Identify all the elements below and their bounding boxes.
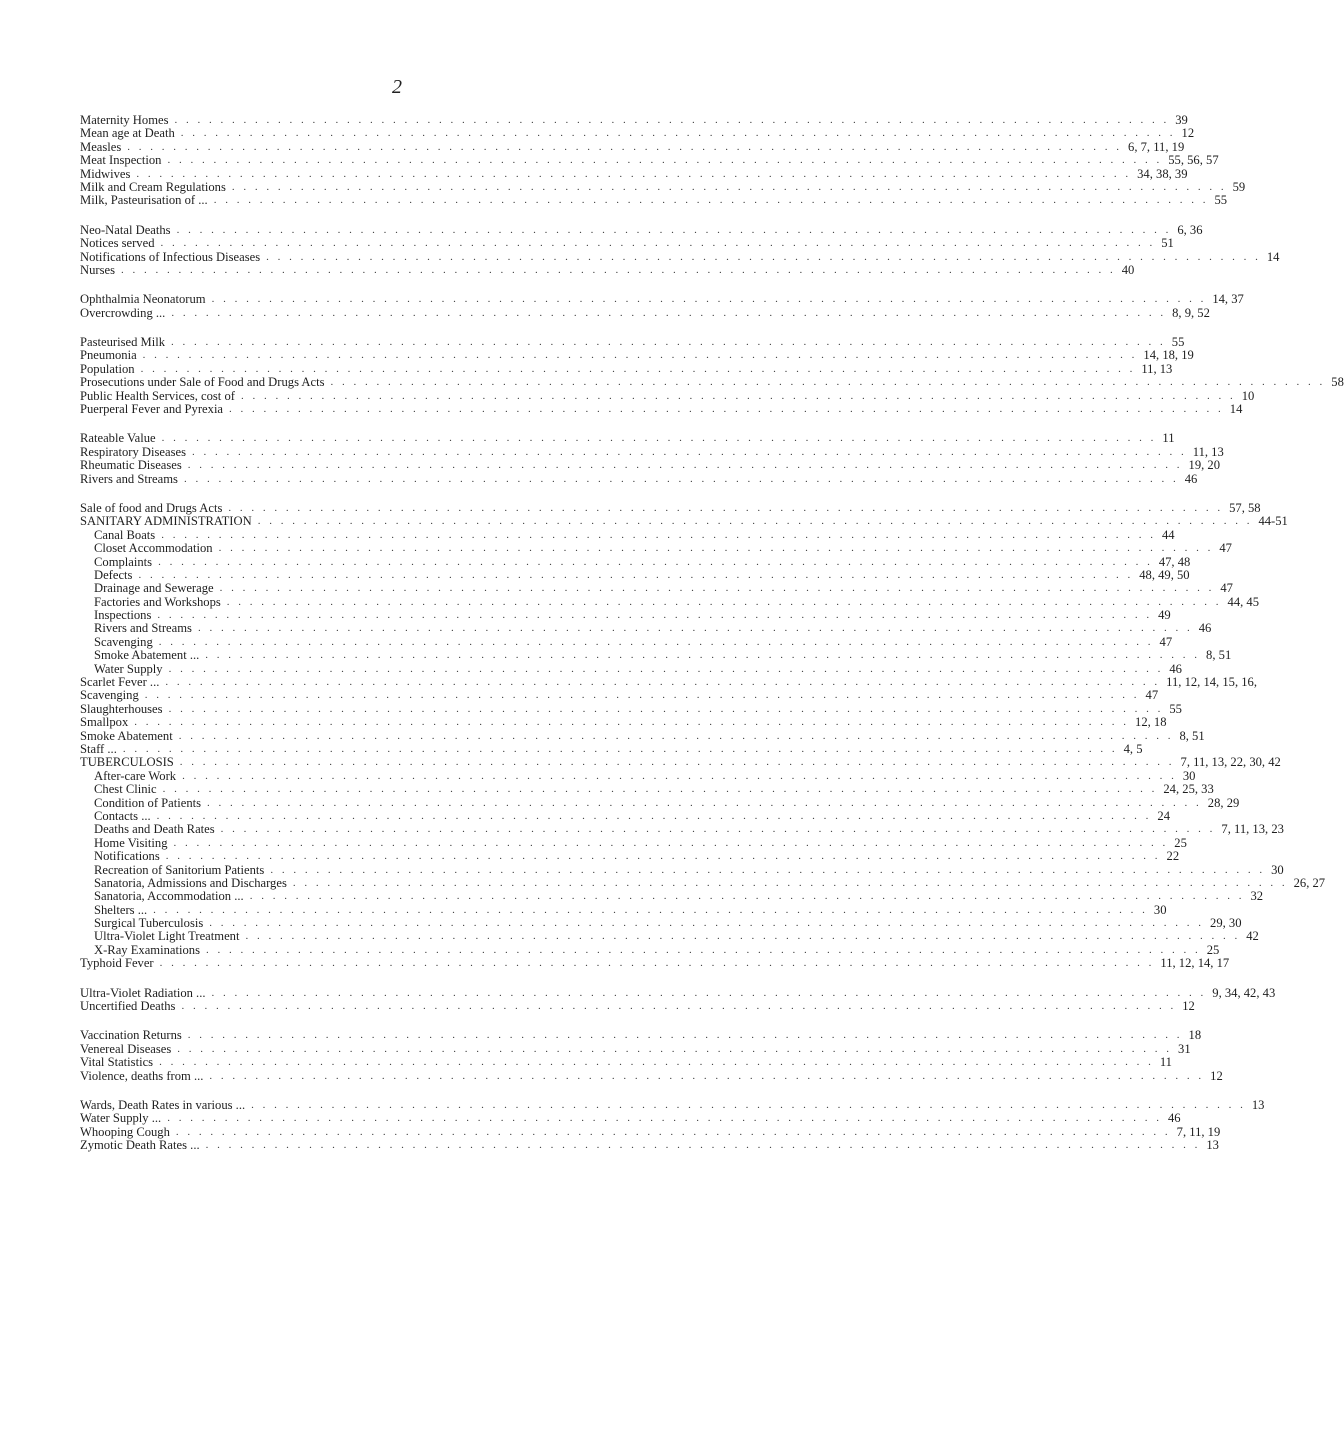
dot-leader: . . . . . . . . . . . . . . . . . . . . . . . . . . . . . . . . . . . . . . . . . . . . . . . . . . . . . . . . . . . . . . . . . . . . . . . . . . . . . . . . . . . . . . .: [177, 1042, 1173, 1055]
entry-pages: 4, 5: [1123, 742, 1143, 756]
entry-term: Surgical Tuberculosis: [94, 916, 204, 931]
entry-term: Deaths and Death Rates: [94, 822, 215, 837]
dot-leader: . . . . . . . . . . . . . . . . . . . . . . . . . . . . . . . . . . . . . . . . . . . . . . . . . . . . . . . . . . . . . . . . . . . . . . . . . . . . . . . . . . . . . . .: [159, 1056, 1154, 1069]
entry-pages: 8, 51: [1206, 648, 1232, 663]
index-entry: [80, 1124, 1221, 1139]
entry-pages: 47, 48: [1158, 554, 1191, 569]
dot-leader: . . . . . . . . . . . . . . . . . . . . . . . . . . . . . . . . . . . . . . . . . . . . . . . . . . . . . . . . . . . . . . . . . . . . . . . . . . . . . . . . . . . . . . .: [205, 649, 1201, 662]
dot-leader: . . . . . . . . . . . . . . . . . . . . . . . . . . . . . . . . . . . . . . . . . . . . . . . . . . . . . . . . . . . . . . . . . . . . . . . . . . . . . . . . . . . . . . .: [160, 237, 1156, 250]
entry-pages: 11: [1159, 1055, 1172, 1070]
entry-pages: 11, 12, 14, 17: [1160, 956, 1230, 971]
dot-leader: . . . . . . . . . . . . . . . . . . . . . . . . . . . . . . . . . . . . . . . . . . . . . . . . . . . . . . . . . . . . . . . . . . . . . . . . . . . . . . . . . . . . . . .: [266, 250, 1261, 263]
entry-term: Complaints: [94, 554, 153, 569]
entry-pages: 51: [1161, 236, 1174, 251]
index-subentry: [80, 567, 1190, 582]
dot-leader: . . . . . . . . . . . . . . . . . . . . . . . . . . . . . . . . . . . . . . . . . . . . . . . . . . . . . . . . . . . . . . . . . . . . . . . . . . . . . . . . . . . . . . .: [161, 528, 1156, 541]
entry-term: Chest Clinic: [94, 782, 157, 797]
index-entry: [80, 715, 1167, 730]
index-group: [80, 292, 1244, 320]
entry-pages: 31: [1178, 1041, 1191, 1056]
dot-leader: . . . . . . . . . . . . . . . . . . . . . . . . . . . . . . . . . . . . . . . . . . . . . . . . . . . . . . . . . . . . . . . . . . . . . . . . . . . . . . . . . . . . . . .: [167, 154, 1163, 167]
entry-pages: 10: [1241, 388, 1255, 403]
entry-pages: 59: [1232, 179, 1246, 194]
entry-pages: 12: [1210, 1068, 1223, 1083]
index-entry: [80, 193, 1228, 208]
dot-leader: . . . . . . . . . . . . . . . . . . . . . . . . . . . . . . . . . . . . . . . . . . . . . . . . . . . . . . . . . . . . . . . . . . . . . . . . . . . . . . . . . . . . . . .: [213, 194, 1209, 207]
index-subentry: [80, 541, 1232, 556]
index-entry: [80, 1068, 1223, 1083]
entry-pages: 46: [1167, 1111, 1181, 1126]
dot-leader: . . . . . . . . . . . . . . . . . . . . . . . . . . . . . . . . . . . . . . . . . . . . . . . . . . . . . . . . . . . . . . . . . . . . . . . . . . . . . . . . . . . . . . .: [140, 362, 1136, 375]
entry-term: Scarlet Fever ...: [80, 675, 160, 690]
dot-leader: . . . . . . . . . . . . . . . . . . . . . . . . . . . . . . . . . . . . . . . . . . . . . . . . . . . . . . . . . . . . . . . . . . . . . . . . . . . . . . . . . . . . . . .: [187, 1029, 1183, 1042]
entry-term: Scavenging: [80, 688, 139, 703]
entry-term: Smoke Abatement: [80, 728, 173, 743]
entry-term: Smoke Abatement ...: [94, 648, 200, 663]
entry-pages: 40: [1121, 262, 1135, 277]
entry-term: Scavenging: [94, 634, 153, 649]
index-group: [80, 1097, 1265, 1153]
dot-leader: . . . . . . . . . . . . . . . . . . . . . . . . . . . . . . . . . . . . . . . . . . . . . . . . . . . . . . . . . . . . . . . . . . . . . . . . . . . . . . . . . . . . . . .: [127, 140, 1123, 153]
entry-term: Canal Boats: [94, 527, 156, 542]
entry-term: Vital Statistics: [80, 1055, 154, 1070]
entry-pages: 22: [1166, 849, 1180, 864]
index-subentry: [80, 768, 1196, 783]
entry-term: Milk, Pasteurisation of ...: [80, 193, 208, 208]
entry-term: Ultra-Violet Light Treatment: [94, 929, 240, 944]
entry-term: Water Supply ...: [80, 1111, 162, 1126]
dot-leader: . . . . . . . . . . . . . . . . . . . . . . . . . . . . . . . . . . . . . . . . . . . . . . . . . . . . . . . . . . . . . . . . . . . . . . . . . . . . . . . . . . . . . . .: [249, 890, 1245, 903]
dot-leader: . . . . . . . . . . . . . . . . . . . . . . . . . . . . . . . . . . . . . . . . . . . . . . . . . . . . . . . . . . . . . . . . . . . . . . . . . . . . . . . . . . . . . . .: [207, 796, 1202, 809]
index-entry: [80, 999, 1195, 1014]
dot-leader: . . . . . . . . . . . . . . . . . . . . . . . . . . . . . . . . . . . . . . . . . . . . . . . . . . . . . . . . . . . . . . . . . . . . . . . . . . . . . . . . . . . . . . .: [161, 432, 1157, 445]
index-entry: [80, 755, 1281, 770]
entry-pages: 29, 30: [1210, 916, 1242, 931]
dot-leader: . . . . . . . . . . . . . . . . . . . . . . . . . . . . . . . . . . . . . . . . . . . . . . . . . . . . . . . . . . . . . . . . . . . . . . . . . . . . . . . . . . . . . . .: [179, 756, 1175, 769]
entry-pages: 49: [1158, 608, 1171, 623]
dot-leader: . . . . . . . . . . . . . . . . . . . . . . . . . . . . . . . . . . . . . . . . . . . . . . . . . . . . . . . . . . . . . . . . . . . . . . . . . . . . . . . . . . . . . . .: [171, 336, 1166, 349]
entry-pages: 44: [1161, 527, 1175, 542]
index-subentry: [80, 648, 1232, 663]
index-subentry: [80, 862, 1284, 877]
entry-pages: 47: [1219, 541, 1232, 556]
dot-leader: . . . . . . . . . . . . . . . . . . . . . . . . . . . . . . . . . . . . . . . . . . . . . . . . . . . . . . . . . . . . . . . . . . . . . . . . . . . . . . . . . . . . . . .: [205, 943, 1201, 956]
entry-pages: 46: [1184, 471, 1198, 486]
index-group: [80, 222, 1280, 278]
dot-leader: . . . . . . . . . . . . . . . . . . . . . . . . . . . . . . . . . . . . . . . . . . . . . . . . . . . . . . . . . . . . . . . . . . . . . . . . . . . . . . . . . . . . . . .: [218, 542, 1214, 555]
index-entry: [80, 1055, 1172, 1070]
index-group: [80, 500, 1326, 971]
dot-leader: . . . . . . . . . . . . . . . . . . . . . . . . . . . . . . . . . . . . . . . . . . . . . . . . . . . . . . . . . . . . . . . . . . . . . . . . . . . . . . . . . . . . . . .: [219, 582, 1215, 595]
index-entry: [80, 126, 1195, 141]
dot-leader: . . . . . . . . . . . . . . . . . . . . . . . . . . . . . . . . . . . . . . . . . . . . . . . . . . . . . . . . . . . . . . . . . . . . . . . . . . . . . . . . . . . . . . .: [181, 1000, 1177, 1013]
index-subentry: [80, 782, 1214, 797]
entry-pages: 44, 45: [1227, 594, 1260, 609]
index-group: [80, 335, 1344, 417]
index-entry: [80, 701, 1182, 716]
entry-pages: 24, 25, 33: [1163, 782, 1214, 797]
entry-term: X-Ray Examinations: [94, 942, 200, 957]
entry-term: Venereal Diseases: [80, 1041, 172, 1056]
entry-term: Pasteurised Milk: [80, 335, 166, 350]
index-entry: [80, 728, 1205, 743]
entry-term: Wards, Death Rates in various ...: [80, 1097, 246, 1112]
dot-leader: . . . . . . . . . . . . . . . . . . . . . . . . . . . . . . . . . . . . . . . . . . . . . . . . . . . . . . . . . . . . . . . . . . . . . . . . . . . . . . . . . . . . . . .: [211, 986, 1207, 999]
entry-pages: 11, 13: [1141, 361, 1173, 376]
entry-term: Overcrowding ...: [80, 305, 166, 320]
dot-leader: . . . . . . . . . . . . . . . . . . . . . . . . . . . . . . . . . . . . . . . . . . . . . . . . . . . . . . . . . . . . . . . . . . . . . . . . . . . . . . . . . . . . . . .: [182, 769, 1177, 782]
index-subentry: [80, 795, 1240, 810]
index-entry: [80, 262, 1135, 277]
entry-term: SANITARY ADMINISTRATION: [80, 514, 252, 529]
entry-pages: 46: [1169, 661, 1182, 676]
entry-term: Rateable Value: [80, 431, 156, 446]
entry-term: Neo-Natal Deaths: [80, 222, 171, 237]
entry-term: Recreation of Sanitorium Patients: [94, 862, 265, 877]
entry-term: Drainage and Sewerage: [94, 581, 214, 596]
dot-leader: . . . . . . . . . . . . . . . . . . . . . . . . . . . . . . . . . . . . . . . . . . . . . . . . . . . . . . . . . . . . . . . . . . . . . . . . . . . . . . . . . . . . . . .: [168, 662, 1164, 675]
entry-pages: 11: [1162, 431, 1175, 446]
index-entry: [80, 431, 1175, 446]
entry-pages: 7, 11, 13, 23: [1221, 822, 1284, 837]
entry-term: Closet Accommodation: [94, 541, 213, 556]
index-subentry: [80, 634, 1173, 649]
entry-term: Vaccination Returns: [80, 1028, 182, 1043]
index-entry: [80, 1097, 1265, 1112]
entry-term: Sale of food and Drugs Acts: [80, 500, 223, 515]
dot-leader: . . . . . . . . . . . . . . . . . . . . . . . . . . . . . . . . . . . . . . . . . . . . . . . . . . . . . . . . . . . . . . . . . . . . . . . . . . . . . . . . . . . . . . .: [292, 876, 1288, 889]
index-entry: [80, 1041, 1191, 1056]
index-subentry: [80, 621, 1212, 636]
index-subentry: [80, 849, 1180, 864]
entry-pages: 47: [1159, 634, 1173, 649]
index-entry: [80, 742, 1143, 756]
entry-term: Notifications of Infectious Diseases: [80, 249, 261, 264]
dot-leader: . . . . . . . . . . . . . . . . . . . . . . . . . . . . . . . . . . . . . . . . . . . . . . . . . . . . . . . . . . . . . . . . . . . . . . . . . . . . . . . . . . . . . . .: [162, 783, 1158, 796]
entry-pages: 57, 58: [1229, 500, 1261, 515]
dot-leader: . . . . . . . . . . . . . . . . . . . . . . . . . . . . . . . . . . . . . . . . . . . . . . . . . . . . . . . . . . . . . . . . . . . . . . . . . . . . . . . . . . . . . . .: [211, 293, 1207, 306]
entry-pages: 8, 9, 52: [1172, 305, 1210, 320]
entry-term: Staff ...: [80, 742, 117, 756]
dot-leader: . . . . . . . . . . . . . . . . . . . . . . . . . . . . . . . . . . . . . . . . . . . . . . . . . . . . . . . . . . . . . . . . . . . . . . . . . . . . . . . . . . . . . . .: [120, 263, 1116, 276]
index-entry: [80, 688, 1159, 703]
entry-term: Typhoid Fever: [80, 956, 154, 971]
dot-leader: . . . . . . . . . . . . . . . . . . . . . . . . . . . . . . . . . . . . . . . . . . . . . . . . . . . . . . . . . . . . . . . . . . . . . . . . . . . . . . . . . . . . . . .: [178, 729, 1174, 742]
entry-pages: 34, 38, 39: [1137, 166, 1188, 181]
index-subentry: [80, 889, 1264, 904]
dot-leader: . . . . . . . . . . . . . . . . . . . . . . . . . . . . . . . . . . . . . . . . . . . . . . . . . . . . . . . . . . . . . . . . . . . . . . . . . . . . . . . . . . . . . . .: [167, 1112, 1162, 1125]
entry-term: TUBERCULOSIS: [80, 755, 174, 770]
index-entry: [80, 139, 1185, 154]
dot-leader: . . . . . . . . . . . . . . . . . . . . . . . . . . . . . . . . . . . . . . . . . . . . . . . . . . . . . . . . . . . . . . . . . . . . . . . . . . . . . . . . . . . . . . .: [257, 515, 1253, 528]
entry-term: Milk and Cream Regulations: [80, 179, 226, 194]
dot-leader: . . . . . . . . . . . . . . . . . . . . . . . . . . . . . . . . . . . . . . . . . . . . . . . . . . . . . . . . . . . . . . . . . . . . . . . . . . . . . . . . . . . . . . .: [134, 716, 1130, 729]
dot-leader: . . . . . . . . . . . . . . . . . . . . . . . . . . . . . . . . . . . . . . . . . . . . . . . . . . . . . . . . . . . . . . . . . . . . . . . . . . . . . . . . . . . . . . .: [245, 930, 1241, 943]
subject-index: [80, 112, 1344, 1169]
entry-pages: 13: [1206, 1138, 1219, 1153]
dot-leader: . . . . . . . . . . . . . . . . . . . . . . . . . . . . . . . . . . . . . . . . . . . . . . . . . . . . . . . . . . . . . . . . . . . . . . . . . . . . . . . . . . . . . . .: [330, 376, 1326, 389]
dot-leader: . . . . . . . . . . . . . . . . . . . . . . . . . . . . . . . . . . . . . . . . . . . . . . . . . . . . . . . . . . . . . . . . . . . . . . . . . . . . . . . . . . . . . . .: [165, 676, 1161, 689]
index-entry: [80, 375, 1344, 390]
index-entry: [80, 305, 1210, 320]
entry-term: Condition of Patients: [94, 795, 202, 810]
entry-term: Water Supply: [94, 661, 163, 676]
entry-term: Contacts ...: [94, 808, 151, 823]
dot-leader: . . . . . . . . . . . . . . . . . . . . . . . . . . . . . . . . . . . . . . . . . . . . . . . . . . . . . . . . . . . . . . . . . . . . . . . . . . . . . . . . . . . . . . .: [144, 689, 1140, 702]
entry-pages: 14, 37: [1212, 292, 1244, 307]
entry-pages: 11, 12, 14, 15, 16,: [1166, 675, 1257, 690]
dot-leader: . . . . . . . . . . . . . . . . . . . . . . . . . . . . . . . . . . . . . . . . . . . . . . . . . . . . . . . . . . . . . . . . . . . . . . . . . . . . . . . . . . . . . . .: [165, 850, 1161, 863]
entry-term: Meat Inspection: [80, 153, 162, 168]
entry-pages: 47: [1220, 581, 1233, 596]
dot-leader: . . . . . . . . . . . . . . . . . . . . . . . . . . . . . . . . . . . . . . . . . . . . . . . . . . . . . . . . . . . . . . . . . . . . . . . . . . . . . . . . . . . . . . .: [171, 306, 1167, 319]
entry-term: After-care Work: [94, 768, 177, 783]
dot-leader: . . . . . . . . . . . . . . . . . . . . . . . . . . . . . . . . . . . . . . . . . . . . . . . . . . . . . . . . . . . . . . . . . . . . . . . . . . . . . . . . . . . . . . .: [209, 1069, 1205, 1082]
entry-term: Maternity Homes: [80, 112, 169, 127]
dot-leader: . . . . . . . . . . . . . . . . . . . . . . . . . . . . . . . . . . . . . . . . . . . . . . . . . . . . . . . . . . . . . . . . . . . . . . . . . . . . . . . . . . . . . . .: [231, 180, 1227, 193]
index-subentry: [80, 822, 1284, 837]
index-entry: [80, 471, 1198, 486]
index-subentry: [80, 916, 1242, 931]
dot-leader: . . . . . . . . . . . . . . . . . . . . . . . . . . . . . . . . . . . . . . . . . . . . . . . . . . . . . . . . . . . . . . . . . . . . . . . . . . . . . . . . . . . . . . .: [142, 349, 1138, 362]
entry-term: Population: [80, 361, 135, 376]
entry-term: Measles: [80, 139, 122, 154]
dot-leader: . . . . . . . . . . . . . . . . . . . . . . . . . . . . . . . . . . . . . . . . . . . . . . . . . . . . . . . . . . . . . . . . . . . . . . . . . . . . . . . . . . . . . . .: [229, 403, 1224, 416]
dot-leader: . . . . . . . . . . . . . . . . . . . . . . . . . . . . . . . . . . . . . . . . . . . . . . . . . . . . . . . . . . . . . . . . . . . . . . . . . . . . . . . . . . . . . . .: [240, 389, 1236, 402]
index-group: [80, 1028, 1223, 1083]
index-entry: [80, 292, 1244, 307]
entry-term: Home Visiting: [94, 835, 168, 850]
index-entry: [80, 236, 1174, 251]
entry-term: Notices served: [80, 236, 155, 251]
entry-term: Prosecutions under Sale of Food and Drugs Acts: [80, 375, 325, 390]
dot-leader: . . . . . . . . . . . . . . . . . . . . . . . . . . . . . . . . . . . . . . . . . . . . . . . . . . . . . . . . . . . . . . . . . . . . . . . . . . . . . . . . . . . . . . .: [159, 957, 1155, 970]
index-entry: [80, 1111, 1181, 1126]
index-entry: [80, 112, 1188, 127]
entry-pages: 13: [1251, 1097, 1265, 1112]
entry-pages: 30: [1271, 862, 1284, 877]
index-entry: [80, 153, 1219, 168]
index-subentry: [80, 875, 1326, 890]
dot-leader: . . . . . . . . . . . . . . . . . . . . . . . . . . . . . . . . . . . . . . . . . . . . . . . . . . . . . . . . . . . . . . . . . . . . . . . . . . . . . . . . . . . . . . .: [156, 809, 1152, 822]
entry-pages: 47: [1145, 688, 1159, 703]
index-subentry: [80, 902, 1167, 917]
index-entry: [80, 222, 1203, 237]
dot-leader: . . . . . . . . . . . . . . . . . . . . . . . . . . . . . . . . . . . . . . . . . . . . . . . . . . . . . . . . . . . . . . . . . . . . . . . . . . . . . . . . . . . . . . .: [191, 445, 1187, 458]
entry-pages: 24: [1157, 808, 1171, 823]
entry-term: Respiratory Diseases: [80, 444, 186, 459]
entry-term: Slaughterhouses: [80, 701, 163, 716]
dot-leader: . . . . . . . . . . . . . . . . . . . . . . . . . . . . . . . . . . . . . . . . . . . . . . . . . . . . . . . . . . . . . . . . . . . . . . . . . . . . . . . . . . . . . . .: [183, 472, 1179, 485]
index-entry: [80, 1028, 1202, 1043]
entry-pages: 55: [1214, 193, 1228, 208]
entry-term: Pneumonia: [80, 348, 137, 363]
entry-pages: 26, 27: [1293, 875, 1326, 890]
index-entry: [80, 335, 1185, 350]
entry-term: Sanatoria, Admissions and Discharges: [94, 875, 287, 890]
index-group: [80, 985, 1276, 1014]
index-entry: [80, 514, 1288, 529]
entry-term: Nurses: [80, 262, 115, 277]
dot-leader: . . . . . . . . . . . . . . . . . . . . . . . . . . . . . . . . . . . . . . . . . . . . . . . . . . . . . . . . . . . . . . . . . . . . . . . . . . . . . . . . . . . . . . .: [158, 635, 1154, 648]
entry-term: Inspections: [94, 608, 152, 623]
entry-pages: 14, 18, 19: [1143, 348, 1194, 363]
entry-term: Rivers and Streams: [80, 471, 178, 486]
index-subentry: [80, 527, 1175, 542]
entry-term: Public Health Services, cost of: [80, 388, 235, 403]
index-group: [80, 112, 1246, 208]
dot-leader: . . . . . . . . . . . . . . . . . . . . . . . . . . . . . . . . . . . . . . . . . . . . . . . . . . . . . . . . . . . . . . . . . . . . . . . . . . . . . . . . . . . . . . .: [270, 863, 1266, 876]
index-entry: [80, 249, 1280, 264]
dot-leader: . . . . . . . . . . . . . . . . . . . . . . . . . . . . . . . . . . . . . . . . . . . . . . . . . . . . . . . . . . . . . . . . . . . . . . . . . . . . . . . . . . . . . . .: [220, 823, 1216, 836]
dot-leader: . . . . . . . . . . . . . . . . . . . . . . . . . . . . . . . . . . . . . . . . . . . . . . . . . . . . . . . . . . . . . . . . . . . . . . . . . . . . . . . . . . . . . . .: [176, 223, 1172, 236]
index-entry: [80, 348, 1194, 363]
dot-leader: . . . . . . . . . . . . . . . . . . . . . . . . . . . . . . . . . . . . . . . . . . . . . . . . . . . . . . . . . . . . . . . . . . . . . . . . . . . . . . . . . . . . . . .: [157, 609, 1153, 622]
dot-leader: . . . . . . . . . . . . . . . . . . . . . . . . . . . . . . . . . . . . . . . . . . . . . . . . . . . . . . . . . . . . . . . . . . . . . . . . . . . . . . . . . . . . . . .: [136, 167, 1132, 180]
index-subentry: [80, 661, 1182, 676]
dot-leader: . . . . . . . . . . . . . . . . . . . . . . . . . . . . . . . . . . . . . . . . . . . . . . . . . . . . . . . . . . . . . . . . . . . . . . . . . . . . . . . . . . . . . . .: [153, 903, 1148, 916]
entry-pages: 18: [1188, 1028, 1202, 1043]
dot-leader: . . . . . . . . . . . . . . . . . . . . . . . . . . . . . . . . . . . . . . . . . . . . . . . . . . . . . . . . . . . . . . . . . . . . . . . . . . . . . . . . . . . . . . .: [158, 555, 1153, 568]
entry-pages: 46: [1198, 621, 1212, 636]
entry-pages: 9, 34, 42, 43: [1212, 985, 1276, 1000]
index-entry: [80, 361, 1173, 376]
entry-term: Uncertified Deaths: [80, 999, 176, 1014]
dot-leader: . . . . . . . . . . . . . . . . . . . . . . . . . . . . . . . . . . . . . . . . . . . . . . . . . . . . . . . . . . . . . . . . . . . . . . . . . . . . . . . . . . . . . . .: [180, 127, 1176, 140]
entry-pages: 55: [1169, 701, 1182, 716]
dot-leader: . . . . . . . . . . . . . . . . . . . . . . . . . . . . . . . . . . . . . . . . . . . . . . . . . . . . . . . . . . . . . . . . . . . . . . . . . . . . . . . . . . . . . . .: [187, 459, 1183, 472]
entry-pages: 14: [1266, 249, 1280, 264]
entry-pages: 11, 13: [1192, 444, 1224, 459]
entry-pages: 32: [1250, 889, 1264, 904]
entry-term: Ultra-Violet Radiation ...: [80, 985, 206, 1000]
entry-pages: 25: [1206, 942, 1220, 957]
entry-term: Defects: [94, 567, 133, 582]
entry-pages: 48, 49, 50: [1139, 567, 1190, 582]
entry-pages: 55, 56, 57: [1168, 153, 1219, 168]
entry-term: Notifications: [94, 849, 160, 864]
index-subentry: [80, 594, 1260, 609]
entry-term: Mean age at Death: [80, 126, 175, 141]
dot-leader: . . . . . . . . . . . . . . . . . . . . . . . . . . . . . . . . . . . . . . . . . . . . . . . . . . . . . . . . . . . . . . . . . . . . . . . . . . . . . . . . . . . . . . .: [173, 836, 1169, 849]
entry-pages: 28, 29: [1207, 795, 1240, 810]
index-entry: [80, 402, 1243, 417]
entry-term: Zymotic Death Rates ...: [80, 1138, 200, 1153]
dot-leader: . . . . . . . . . . . . . . . . . . . . . . . . . . . . . . . . . . . . . . . . . . . . . . . . . . . . . . . . . . . . . . . . . . . . . . . . . . . . . . . . . . . . . . .: [209, 917, 1205, 930]
entry-term: Rivers and Streams: [94, 621, 192, 636]
entry-term: Factories and Workshops: [94, 594, 221, 609]
index-subentry: [80, 581, 1233, 596]
entry-pages: 19, 20: [1188, 458, 1221, 473]
index-entry: [80, 444, 1224, 459]
index-subentry: [80, 808, 1171, 823]
index-entry: [80, 675, 1257, 690]
entry-pages: 12: [1182, 999, 1195, 1014]
dot-leader: . . . . . . . . . . . . . . . . . . . . . . . . . . . . . . . . . . . . . . . . . . . . . . . . . . . . . . . . . . . . . . . . . . . . . . . . . . . . . . . . . . . . . . .: [122, 743, 1118, 755]
index-entry: [80, 458, 1221, 473]
entry-pages: 25: [1174, 835, 1187, 850]
entry-pages: 39: [1175, 112, 1188, 127]
dot-leader: . . . . . . . . . . . . . . . . . . . . . . . . . . . . . . . . . . . . . . . . . . . . . . . . . . . . . . . . . . . . . . . . . . . . . . . . . . . . . . . . . . . . . . .: [175, 1125, 1171, 1138]
dot-leader: . . . . . . . . . . . . . . . . . . . . . . . . . . . . . . . . . . . . . . . . . . . . . . . . . . . . . . . . . . . . . . . . . . . . . . . . . . . . . . . . . . . . . . .: [174, 113, 1170, 126]
entry-pages: 8, 51: [1179, 728, 1205, 743]
dot-leader: . . . . . . . . . . . . . . . . . . . . . . . . . . . . . . . . . . . . . . . . . . . . . . . . . . . . . . . . . . . . . . . . . . . . . . . . . . . . . . . . . . . . . . .: [226, 595, 1222, 608]
index-entry: [80, 388, 1255, 403]
entry-pages: 12: [1181, 126, 1195, 141]
entry-term: Violence, deaths from ...: [80, 1068, 204, 1083]
index-entry: [80, 166, 1188, 181]
index-entry: [80, 1138, 1219, 1153]
index-subentry: [80, 835, 1187, 850]
index-entry: [80, 956, 1230, 971]
entry-term: Smallpox: [80, 715, 129, 730]
entry-pages: 55: [1171, 335, 1185, 350]
entry-pages: 7, 11, 19: [1176, 1124, 1221, 1139]
index-subentry: [80, 929, 1259, 944]
index-entry: [80, 985, 1276, 1000]
entry-term: Sanatoria, Accommodation ...: [94, 889, 244, 904]
entry-pages: 6, 36: [1177, 222, 1203, 237]
index-subentry: [80, 942, 1220, 957]
index-group: [80, 431, 1224, 486]
entry-pages: 7, 11, 13, 22, 30, 42: [1180, 755, 1281, 770]
index-entry: [80, 500, 1261, 515]
entry-term: Whooping Cough: [80, 1124, 170, 1139]
entry-pages: 42: [1246, 929, 1259, 944]
entry-term: Midwives: [80, 166, 131, 181]
entry-pages: 6, 7, 11, 19: [1128, 139, 1185, 154]
index-subentry: [80, 608, 1171, 623]
entry-pages: 30: [1182, 768, 1196, 783]
dot-leader: . . . . . . . . . . . . . . . . . . . . . . . . . . . . . . . . . . . . . . . . . . . . . . . . . . . . . . . . . . . . . . . . . . . . . . . . . . . . . . . . . . . . . . .: [228, 501, 1224, 514]
dot-leader: . . . . . . . . . . . . . . . . . . . . . . . . . . . . . . . . . . . . . . . . . . . . . . . . . . . . . . . . . . . . . . . . . . . . . . . . . . . . . . . . . . . . . . .: [205, 1139, 1201, 1152]
entry-term: Rheumatic Diseases: [80, 458, 182, 473]
dot-leader: . . . . . . . . . . . . . . . . . . . . . . . . . . . . . . . . . . . . . . . . . . . . . . . . . . . . . . . . . . . . . . . . . . . . . . . . . . . . . . . . . . . . . . .: [197, 622, 1193, 635]
page-number: 2: [392, 76, 402, 98]
dot-leader: . . . . . . . . . . . . . . . . . . . . . . . . . . . . . . . . . . . . . . . . . . . . . . . . . . . . . . . . . . . . . . . . . . . . . . . . . . . . . . . . . . . . . . .: [138, 568, 1134, 581]
entry-pages: 12, 18: [1135, 715, 1167, 730]
index-entry: [80, 179, 1246, 194]
dot-leader: . . . . . . . . . . . . . . . . . . . . . . . . . . . . . . . . . . . . . . . . . . . . . . . . . . . . . . . . . . . . . . . . . . . . . . . . . . . . . . . . . . . . . . .: [168, 702, 1164, 715]
entry-term: Shelters ...: [94, 902, 148, 917]
dot-leader: . . . . . . . . . . . . . . . . . . . . . . . . . . . . . . . . . . . . . . . . . . . . . . . . . . . . . . . . . . . . . . . . . . . . . . . . . . . . . . . . . . . . . . .: [251, 1098, 1246, 1111]
entry-term: Ophthalmia Neonatorum: [80, 292, 206, 307]
index-subentry: [80, 554, 1191, 569]
entry-pages: 14: [1229, 402, 1243, 417]
entry-pages: 58: [1331, 375, 1344, 390]
entry-term: Puerperal Fever and Pyrexia: [80, 402, 224, 417]
entry-pages: 44-51: [1258, 514, 1288, 529]
entry-pages: 30: [1153, 902, 1167, 917]
